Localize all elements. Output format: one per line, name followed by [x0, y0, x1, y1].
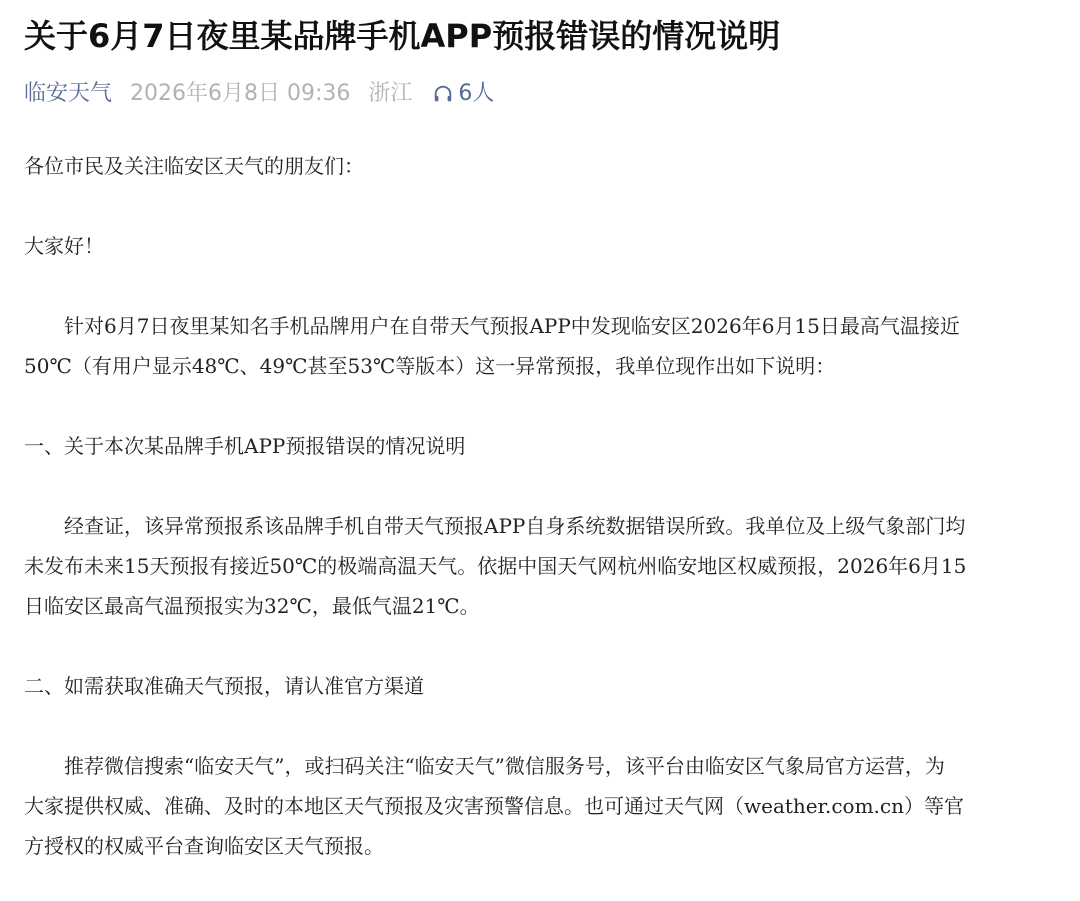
paragraph-line: 大家提供权威、准确、及时的本地区天气预报及灾害预警信息。也可通过天气网（weather.com.cn）等官	[24, 794, 964, 818]
listen-count: 6人	[458, 81, 495, 106]
paragraph-line: 方授权的权威平台查询临安区天气预报。	[24, 834, 384, 858]
paragraph-line: 未发布未来15天预报有接近50℃的极端高温天气。依据中国天气网杭州临安地区权威预报，2026年6月15	[24, 554, 967, 578]
listen-count-button[interactable]	[432, 74, 494, 114]
article-title: 关于6月7日夜里某品牌手机APP预报错误的情况说明	[24, 17, 781, 55]
section-2-paragraph	[24, 746, 1056, 866]
hello-paragraph: 大家好！	[24, 234, 104, 258]
headphones-icon	[432, 83, 454, 105]
paragraph-line: 日临安区最高气温预报实为32℃，最低气温21℃。	[24, 594, 480, 618]
paragraph-line: 针对6月7日夜里某知名手机品牌用户在自带天气预报APP中发现临安区2026年6月15日最高气温接近	[64, 314, 960, 338]
greeting-paragraph: 各位市民及关注临安区天气的朋友们：	[24, 154, 364, 178]
article-body	[24, 146, 1056, 866]
paragraph-line: 50℃（有用户显示48℃、49℃甚至53℃等版本）这一异常预报，我单位现作出如下说明：	[24, 354, 836, 378]
section-2-heading: 二、如需获取准确天气预报，请认准官方渠道	[24, 674, 424, 698]
section-1-paragraph	[24, 506, 1056, 626]
article	[24, 14, 1056, 866]
paragraph-line: 经查证，该异常预报系该品牌手机自带天气预报APP自身系统数据错误所致。我单位及上级气象部门均	[64, 514, 966, 538]
publish-date: 2026年6月8日 09:36	[130, 81, 351, 106]
paragraph-line: 推荐微信搜索“临安天气”，或扫码关注“临安天气”微信服务号，该平台由临安区气象局官方运营，为	[64, 754, 945, 778]
article-meta	[24, 74, 1056, 114]
account-name-link[interactable]: 临安天气	[24, 81, 113, 106]
intro-paragraph	[24, 306, 1056, 386]
section-1-heading: 一、关于本次某品牌手机APP预报错误的情况说明	[24, 434, 466, 458]
publish-region: 浙江	[368, 81, 413, 106]
